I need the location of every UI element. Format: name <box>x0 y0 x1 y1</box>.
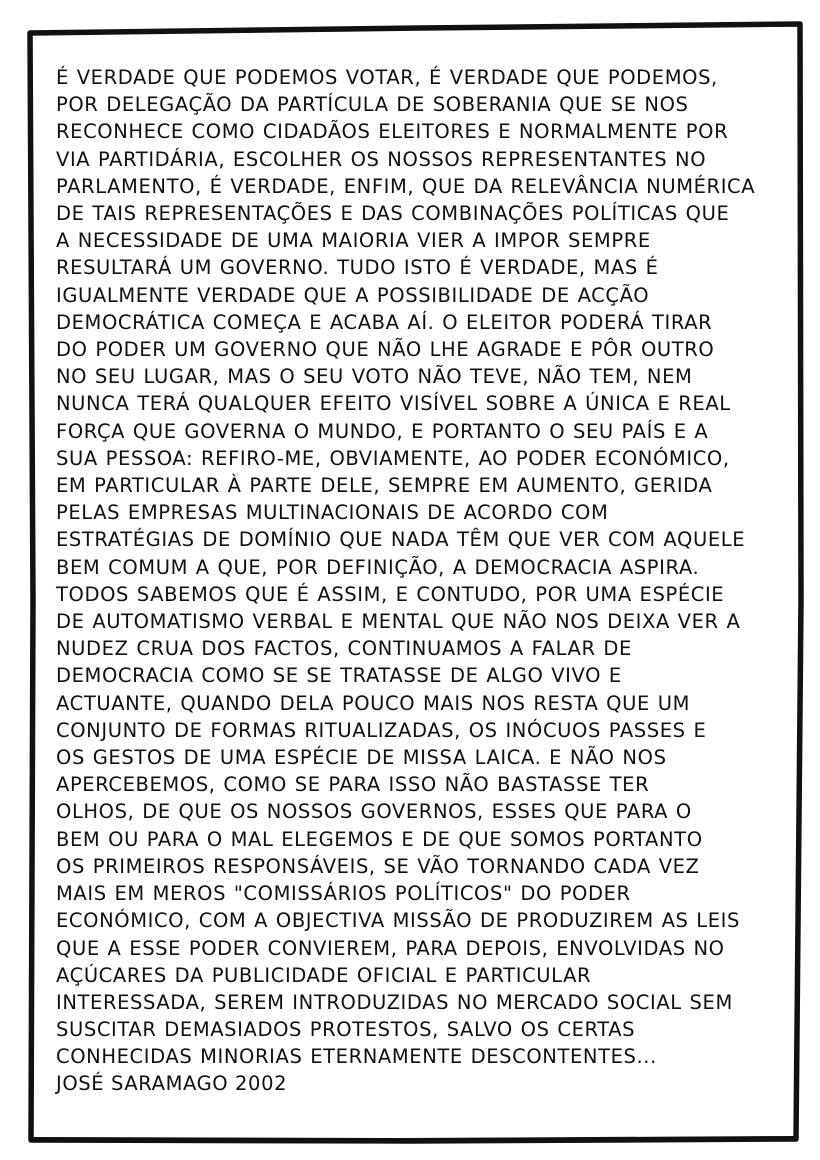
quote-line: BEM COMUM A QUE, POR DEFINIÇÃO, A DEMOCRACIA ASPIRA. <box>56 555 700 579</box>
quote-line: TODOS SABEMOS QUE É ASSIM, E CONTUDO, POR UMA ESPÉCIE <box>56 582 725 606</box>
quote-line: RESULTARÁ UM GOVERNO. TUDO ISTO É VERDADE, MAS É <box>56 256 659 280</box>
quote-line: CONJUNTO DE FORMAS RITUALIZADAS, OS INÓCUOS PASSES E <box>56 718 707 742</box>
quote-line: É VERDADE QUE PODEMOS VOTAR, É VERDADE QUE PODEMOS, <box>56 66 718 89</box>
quote-line: OLHOS, DE QUE OS NOSSOS GOVERNOS, ESSES QUE PARA O <box>56 800 692 824</box>
quote-line: FORÇA QUE GOVERNA O MUNDO, E PORTANTO O SEU PAÍS E A <box>56 419 709 443</box>
quote-line: IGUALMENTE VERDADE QUE A POSSIBILIDADE DE ACÇÃO <box>56 283 650 307</box>
quote-line: DEMOCRÁTICA COMEÇA E ACABA AÍ. O ELEITOR PODERÁ TIRAR <box>56 310 713 334</box>
quote-line: BEM OU PARA O MAL ELEGEMOS E DE QUE SOMOS PORTANTO <box>56 827 703 851</box>
quote-line: RECONHECE COMO CIDADÃOS ELEITORES E NORMALMENTE POR <box>56 120 729 144</box>
quote-line: SUSCITAR DEMASIADOS PROTESTOS, SALVO OS CERTAS <box>56 1018 636 1042</box>
quote-line: ESTRATÉGIAS DE DOMÍNIO QUE NADA TÊM QUE VER COM AQUELE <box>56 528 746 552</box>
quote-line: NUNCA TERÁ QUALQUER EFEITO VISÍVEL SOBRE A ÚNICA E REAL <box>56 392 731 416</box>
quote-line: AÇÚCARES DA PUBLICIDADE OFICIAL E PARTICULAR <box>56 963 592 987</box>
quote-line: APERCEBEMOS, COMO SE PARA ISSO NÃO BASTASSE TER <box>56 773 650 797</box>
quote-line: OS PRIMEIROS RESPONSÁVEIS, SE VÃO TORNANDO CADA VEZ <box>56 854 700 878</box>
quote-line: OS GESTOS DE UMA ESPÉCIE DE MISSA LAICA. E NÃO NOS <box>56 746 667 770</box>
quote-line: SUA PESSOA: REFIRO-ME, OBVIAMENTE, AO PODER ECONÓMICO, <box>56 446 730 470</box>
quote-line: DO PODER UM GOVERNO QUE NÃO LHE AGRADE E PÔR OUTRO <box>56 338 715 362</box>
quote-line: PELAS EMPRESAS MULTINACIONAIS DE ACORDO COM <box>56 501 609 525</box>
quote-line: NO SEU LUGAR, MAS O SEU VOTO NÃO TEVE, NÃO TEM, NEM <box>56 365 693 389</box>
quote-text <box>56 64 776 1071</box>
quote-line: A NECESSIDADE DE UMA MAIORIA VIER A IMPOR SEMPRE <box>56 229 651 253</box>
quote-line: PARLAMENTO, É VERDADE, ENFIM, QUE DA RELEVÂNCIA NUMÉRICA <box>56 174 756 198</box>
quote-line: DE AUTOMATISMO VERBAL E MENTAL QUE NÃO NOS DEIXA VER A <box>56 610 741 634</box>
quote-line: INTERESSADA, SEREM INTRODUZIDAS NO MERCADO SOCIAL SEM <box>56 990 733 1014</box>
author-signature: JOSÉ SARAMAGO 2002 <box>56 1072 288 1095</box>
quote-line: DE TAIS REPRESENTAÇÕES E DAS COMBINAÇÕES POLÍTICAS QUE <box>56 202 730 226</box>
quote-line: MAIS EM MEROS "COMISSÁRIOS POLÍTICOS" DO PODER <box>56 882 631 906</box>
quote-line: VIA PARTIDÁRIA, ESCOLHER OS NOSSOS REPRESENTANTES NO <box>56 147 707 171</box>
quote-line: POR DELEGAÇÃO DA PARTÍCULA DE SOBERANIA QUE SE NOS <box>56 93 689 117</box>
quote-line: ACTUANTE, QUANDO DELA POUCO MAIS NOS RESTA QUE UM <box>56 691 691 715</box>
quote-line: DEMOCRACIA COMO SE SE TRATASSE DE ALGO VIVO E <box>56 664 622 688</box>
quote-line: NUDEZ CRUA DOS FACTOS, CONTINUAMOS A FALAR DE <box>56 637 632 661</box>
quote-line: ECONÓMICO, COM A OBJECTIVA MISSÃO DE PRODUZIREM AS LEIS <box>56 909 740 933</box>
quote-line: QUE A ESSE PODER CONVIEREM, PARA DEPOIS, ENVOLVIDAS NO <box>56 936 725 960</box>
quote-line: CONHECIDAS MINORIAS ETERNAMENTE DESCONTENTES... <box>56 1045 657 1069</box>
quote-line: EM PARTICULAR À PARTE DELE, SEMPRE EM AUMENTO, GERIDA <box>56 474 713 498</box>
